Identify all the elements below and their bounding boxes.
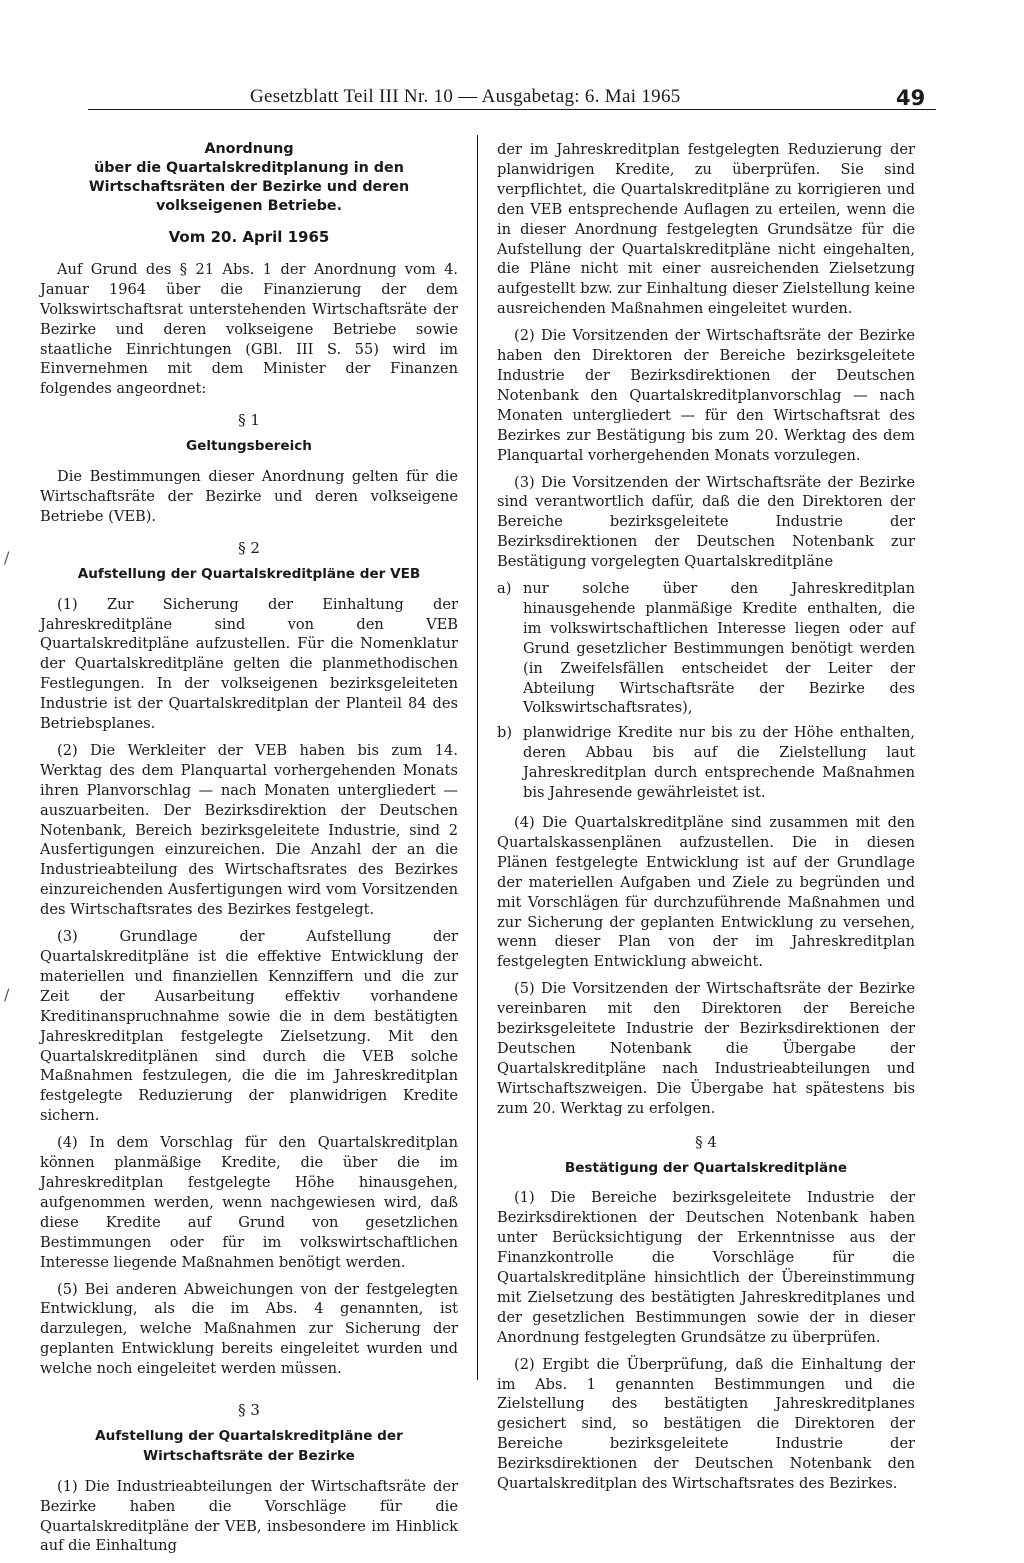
margin-mark: / [4, 985, 10, 1004]
section-number: § 3 [238, 1401, 260, 1420]
paragraph: (5) Die Vorsitzenden der Wirtschaftsräte der Bezirke vereinbaren mit den Direktoren der Bereiche bezirksgeleitete Industrie der Bezirksdirektionen der Deutschen Notenbank die Übergabe der Quartalskreditpläne nach Industrieabteilungen und Wirtschaftszweigen. Die Übergabe hat spätestens bis zum 20. Werktag zu erfolgen. [497, 980, 915, 1117]
section-number: § 4 [695, 1132, 717, 1151]
list-text: planwidrige Kredite nur bis zu der Höhe enthalten, deren Abbau bis auf die Zielstellung laut Jahreskreditplan durch entsprechende Maßnahmen bis Jahresende gewährleistet ist. [523, 724, 915, 802]
list-label: b) [497, 724, 513, 742]
document-heading [40, 140, 458, 216]
paragraph: (2) Die Vorsitzenden der Wirtschaftsräte der Bezirke haben den Direktoren der Bereiche bezirksgeleitete Industrie der Bezirksdirektionen der Deutschen Notenbank den Quartalskreditplanvorschlag — nach Monaten untergliedert — für den Wirtschaftsrat des Bezirkes zur Bestätigung bis zum 20. Werktag des dem Planquartal vorhergehenden Monats vorzulegen. [497, 327, 915, 464]
section-title: Bestätigung der Quartalskreditpläne [564, 1159, 848, 1176]
paragraph: Die Bestimmungen dieser Anordnung gelten für die Wirtschaftsräte der Bezirke und deren volkseigene Betriebe (VEB). [40, 468, 458, 525]
list-label: a) [497, 580, 512, 598]
section-title: Geltungsbereich [186, 438, 312, 455]
section-title: Aufstellung der Quartalskreditpläne der Wirtschaftsräte der Bezirke [95, 1427, 403, 1464]
left-column [40, 140, 458, 1563]
paragraph: (2) Ergibt die Überprüfung, daß die Einhaltung der im Abs. 1 genannten Bestimmungen und die Zielstellung des bestätigten Jahreskreditplanes gesichert sind, so bestätigen die Direktoren der Bereiche bezirksgeleitete Industrie der Bezirksdirektionen der Deutschen Notenbank den Quartalskreditplan des Wirtschaftsrates des Bezirkes. [497, 1355, 915, 1493]
document-type: Anordnung [204, 141, 294, 157]
paragraph: (1) Die Industrieabteilungen der Wirtschaftsräte der Bezirke haben die Vorschläge für die Quartalskreditpläne der VEB, insbesondere im Hinblick auf die Einhaltung [40, 1477, 458, 1555]
page-header [0, 80, 1024, 110]
paragraph: (4) In dem Vorschlag für den Quartalskreditplan können planmäßige Kredite, die über die im Jahreskreditplan festgelegte Höhe hinausgehen, aufgenommen werden, wenn nachgewiesen wird, daß diese Kredite auf Grund von gesetzlichen Bestimmungen oder für im volkswirtschaftlichen Interesse liegende Maßnahmen benötigt werden. [40, 1134, 458, 1271]
paragraph: (4) Die Quartalskreditpläne sind zusammen mit den Quartalskassenplänen aufzustellen. Die in diesen Plänen festgelegte Entwicklung ist auf der Grundlage der materiellen Aufgaben und Ziele zu begründen und mit Vorschlägen für durchzuführende Maßnahmen und zur Sicherung der geplanten Entwicklung zu versehen, wenn dieser Plan von der im Jahreskreditplan festgelegten Entwicklung abweicht. [497, 814, 915, 971]
paragraph: der im Jahreskreditplan festgelegten Reduzierung der planwidrigen Kredite, zu überprüfen. Sie sind verpflichtet, die Quartalskreditpläne zu korrigieren und den VEB entsprechende Auflagen zu erteilen, wenn die in dieser Anordnung festgelegten Grundsätze für die Aufstellung der Quartalskreditpläne nicht eingehalten, die Pläne nicht mit einer ausreichenden Zielsetzung aufgestellt bzw. zur Einhaltung dieser Zielstellung keine ausreichenden Maßnahmen eingeleitet wurden. [497, 141, 915, 318]
paragraph: (1) Zur Sicherung der Einhaltung der Jahreskreditpläne sind von den VEB Quartalskreditpläne aufzustellen. Für die Nomenklatur der Quartalskreditpläne gelten die planmethodischen Festlegungen. In der volkseigenen bezirksgeleiteten Industrie ist der Quartalskreditplan der Planteil 84 des Betriebsplanes. [40, 595, 458, 733]
list-text: nur solche über den Jahreskreditplan hinausgehende planmäßige Kredite enthalten, die im volkswirtschaftlichen Interesse liegen oder auf Grund gesetzlicher Bestimmungen benötigt werden (in Zweifelsfällen entscheidet der Leiter der Abteilung Wirtschaftsräte der Bezirke des Volkswirtschaftsrates), [523, 580, 915, 717]
preamble: Auf Grund des § 21 Abs. 1 der Anordnung vom 4. Januar 1964 über die Finanzierung der dem Volkswirtschaftsrat unterstehenden Wirtschaftsräte der Bezirke und deren volkseigene Betriebe sowie staatliche Einrichtungen (GBl. III S. 55) wird im Einvernehmen mit dem Minister der Finanzen folgendes angeordnet: [40, 260, 458, 398]
section-number: § 1 [238, 411, 260, 430]
paragraph: (3) Die Vorsitzenden der Wirtschaftsräte der Bezirke sind verantwortlich dafür, daß die den Direktoren der Bereiche bezirksgeleitete Industrie der Bezirksdirektionen der Deutschen Notenbank zur Bestätigung vorgelegten Quartalskreditpläne [497, 473, 915, 571]
paragraph: (2) Die Werkleiter der VEB haben bis zum 14. Werktag des dem Planquartal vorhergehenden Monats ihren Planvorschlag — nach Monaten untergliedert — auszuarbeiten. Der Bezirksdirektion der Deutschen Notenbank, Bereich bezirksgeleitete Industrie, sind 2 Ausfertigungen einzureichen. Die Anzahl der an die Industrieabteilung des Wirtschaftsrates des Bezirkes einzureichenden Ausfertigungen wird vom Vorsitzenden des Wirtschaftsrates des Bezirkes festgelegt. [40, 741, 458, 919]
paragraph: (1) Die Bereiche bezirksgeleitete Industrie der Bezirksdirektionen der Deutschen Notenbank haben unter Berücksichtigung der Erkenntnisse aus der Finanzkontrolle die Vorschläge für die Quartalskreditpläne hinsichtlich der Übereinstimmung mit Zielsetzung des bestätigten Jahreskreditplanes und der gesetzlichen Bestimmungen sowie der in dieser Anordnung festgelegten Grundsätze zu überprüfen. [497, 1189, 915, 1346]
section-title: Aufstellung der Quartalskreditpläne der VEB [77, 565, 421, 582]
document-subject: über die Quartalskreditplanung in den Wirtschaftsräten der Bezirke und deren volkseigenen Betriebe. [88, 160, 410, 214]
document-date: Vom 20. April 1965 [168, 228, 330, 246]
header-rule [88, 109, 936, 110]
section-number: § 2 [238, 538, 260, 557]
margin-mark: / [4, 548, 10, 567]
paragraph: (5) Bei anderen Abweichungen von der festgelegten Entwicklung, als die im Abs. 4 genannten, ist darzulegen, welche Maßnahmen zur Sicherung der geplanten Entwicklung bereits eingeleitet wurden und welche noch eingeleitet werden müssen. [40, 1280, 458, 1378]
right-column [497, 140, 915, 1501]
page-number: 49 [896, 86, 926, 110]
list-item [497, 579, 915, 718]
paragraph: (3) Grundlage der Aufstellung der Quartalskreditpläne ist die effektive Entwicklung der materiellen und finanziellen Kennziffern und die zur Zeit der Ausarbeitung effektiv vorhandene Kreditinanspruchnahme sowie die in dem bestätigten Jahreskreditplan festgelegte Zielsetzung. Mit den Quartalskreditplänen sind durch die VEB solche Maßnahmen festzulegen, die die im Jahreskreditplan festgelegte Reduzierung der planwidrigen Kredite sichern. [40, 928, 458, 1125]
column-divider [477, 135, 478, 1380]
list-item [497, 723, 915, 803]
header-title: Gesetzblatt Teil III Nr. 10 — Ausgabetag: 6. Mai 1965 [250, 86, 681, 107]
